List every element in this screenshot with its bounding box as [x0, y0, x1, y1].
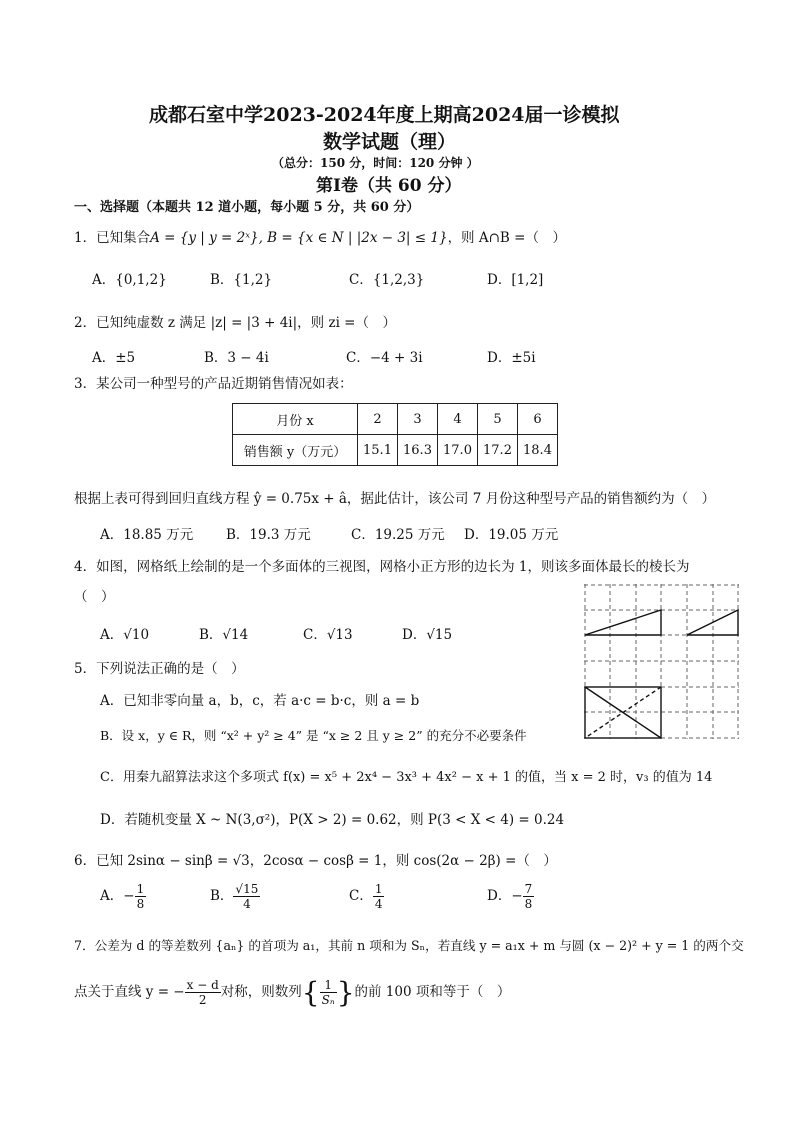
- question-1-stem: [74, 226, 566, 246]
- score-time: （总分：150 分，时间：120 分钟 ）: [272, 156, 479, 170]
- table-cell: 5: [478, 404, 518, 435]
- q2-option-c: C．−4 + 3i: [346, 350, 423, 366]
- fraction-denominator: Sₙ: [321, 993, 335, 1007]
- q6-option-d-fraction: [523, 882, 535, 911]
- table-cell: 15.1: [358, 435, 398, 466]
- fraction-numerator: 1: [320, 978, 337, 993]
- fraction-denominator: 8: [524, 897, 533, 911]
- table-cell: 17.2: [478, 435, 518, 466]
- q6-option-d: [487, 882, 534, 911]
- q5-option-d: D．若随机变量 X ~ N(3,σ²)，P(X > 2) = 0.62，则 P(3 < X < 4) = 0.24: [100, 812, 565, 828]
- q2-option-d: D．±5i: [487, 350, 536, 366]
- table-cell: 17.0: [438, 435, 478, 466]
- fraction-numerator: 7: [524, 882, 533, 896]
- q6-option-a-fraction: [135, 882, 147, 911]
- q4-option-b: B．√14: [199, 627, 249, 643]
- q1-set-b: , B = {x ∈ N | |2x − 3| ≤ 1}: [258, 230, 448, 246]
- q7-fraction-2: [320, 978, 337, 1007]
- question-5-stem: 5．下列说法正确的是（ ）: [74, 661, 245, 677]
- q4-option-c: C．√13: [303, 627, 353, 643]
- q7-line2-c: 的前 100 项和等于（ ）: [354, 984, 511, 1000]
- table-cell: 6: [518, 404, 558, 435]
- q7-line2-b: 对称，则数列: [220, 984, 302, 1000]
- volume-title: 第Ⅰ卷（共 60 分）: [316, 176, 462, 196]
- question-2-stem: 2．已知纯虚数 z 满足 |z| = |3 + 4i|，则 zi =（ ）: [74, 315, 396, 331]
- question-6-stem: 6．已知 2sinα − sinβ = √3，2cosα − cosβ = 1，则 cos(2α − 2β) =（ ）: [74, 853, 557, 869]
- q1-option-a: A．{0,1,2}: [92, 272, 167, 288]
- question-3-stem: 3．某公司一种型号的产品近期销售情况如表：: [74, 376, 353, 392]
- q6-option-d-label: D．: [487, 888, 512, 904]
- q1-stem-b: ，则 A∩B =（ ）: [447, 230, 566, 246]
- fraction-numerator: 1: [136, 882, 145, 896]
- section-heading: 一、选择题（本题共 12 道小题，每小题 5 分，共 60 分）: [74, 200, 420, 215]
- paper-title: 数学试题（理）: [323, 131, 457, 153]
- table-cell: 18.4: [518, 435, 558, 466]
- fraction-denominator: 4: [243, 897, 251, 911]
- table-cell: 3: [398, 404, 438, 435]
- q6-option-b: [210, 882, 260, 911]
- q7-fraction-1: [185, 978, 221, 1007]
- fraction-numerator: √15: [235, 882, 259, 896]
- school-title: 成都石室中学2023-2024年度上期高2024届一诊模拟: [149, 104, 620, 126]
- q6-option-a-sign: −: [123, 888, 135, 904]
- q6-option-a: [100, 882, 146, 911]
- q4-option-d: D．√15: [402, 627, 453, 643]
- q7-line2-a: 点关于直线 y = −: [74, 984, 185, 1000]
- question-4-stem-line1: 4．如图，网格纸上绘制的是一个多面体的三视图，网格小正方形的边长为 1，则该多面体最长的棱长为: [74, 559, 690, 575]
- q6-option-c-fraction: [373, 882, 385, 911]
- sales-table: [232, 403, 558, 466]
- fraction-denominator: 8: [136, 897, 145, 911]
- three-view-figure: [584, 584, 740, 740]
- q1-option-c: C．{1,2,3}: [349, 272, 425, 288]
- q1-option-d: D．[1,2]: [487, 272, 544, 288]
- fraction-denominator: 2: [198, 993, 207, 1007]
- q6-option-a-label: A．: [100, 888, 124, 904]
- q5-option-a: A．已知非零向量 a，b，c，若 a·c = b·c，则 a = b: [100, 693, 420, 709]
- fraction-numerator: 1: [374, 882, 383, 896]
- fraction-denominator: 4: [374, 897, 383, 911]
- q4-option-a: A．√10: [100, 627, 150, 643]
- question-4-stem-line2: （ ）: [74, 589, 115, 605]
- q6-option-c: [349, 882, 384, 911]
- q1-stem-a: 1．已知集合: [74, 230, 151, 246]
- q5-option-b: B．设 x，y ∈ R，则 “x² + y² ≥ 4” 是 “x ≥ 2 且 y ≥ 2” 的充分不必要条件: [100, 728, 527, 743]
- table-row: [233, 435, 558, 466]
- q3-option-b: B．19.3 万元: [226, 527, 311, 543]
- q2-option-b: B．3 − 4i: [204, 350, 269, 366]
- q5-option-c: C．用秦九韶算法求这个多项式 f(x) = x⁵ + 2x⁴ − 3x³ + 4x² − x + 1 的值，当 x = 2 时，v₃ 的值为 14: [100, 770, 713, 785]
- q3-option-d: D．19.05 万元: [464, 527, 559, 543]
- q3-option-c: C．19.25 万元: [351, 527, 445, 543]
- table-cell: 2: [358, 404, 398, 435]
- q1-option-b: B．{1,2}: [210, 272, 273, 288]
- left-brace-icon: {: [301, 976, 320, 1009]
- q1-set-a: A = {y | y = 2ˣ}: [150, 230, 259, 246]
- q6-option-d-sign: −: [511, 888, 523, 904]
- q6-option-b-fraction: [233, 882, 260, 911]
- q6-option-b-label: B．: [210, 888, 234, 904]
- row-header-month: 月份 x: [233, 404, 358, 435]
- q2-option-a: A．±5: [92, 350, 136, 366]
- q3-option-a: A．18.85 万元: [100, 527, 194, 543]
- right-brace-icon: }: [336, 976, 355, 1009]
- question-7-line1: 7．公差为 d 的等差数列 {aₙ} 的首项为 a₁，其前 n 项和为 Sₙ，若直线 y = a₁x + m 与圆 (x − 2)² + y = 1 的两个交: [74, 938, 744, 953]
- q6-option-c-label: C．: [349, 888, 373, 904]
- table-cell: 16.3: [398, 435, 438, 466]
- question-3-followup: 根据上表可得到回归直线方程 ŷ = 0.75x + â，据此估计，该公司 7 月份这种型号产品的销售额约为（ ）: [74, 491, 716, 507]
- fraction-numerator: x − d: [186, 978, 219, 992]
- question-7-line2: [74, 976, 510, 1009]
- table-row: [233, 404, 558, 435]
- front-view-triangle: [585, 610, 661, 635]
- table-cell: 4: [438, 404, 478, 435]
- row-header-sales: 销售额 y（万元）: [233, 435, 358, 466]
